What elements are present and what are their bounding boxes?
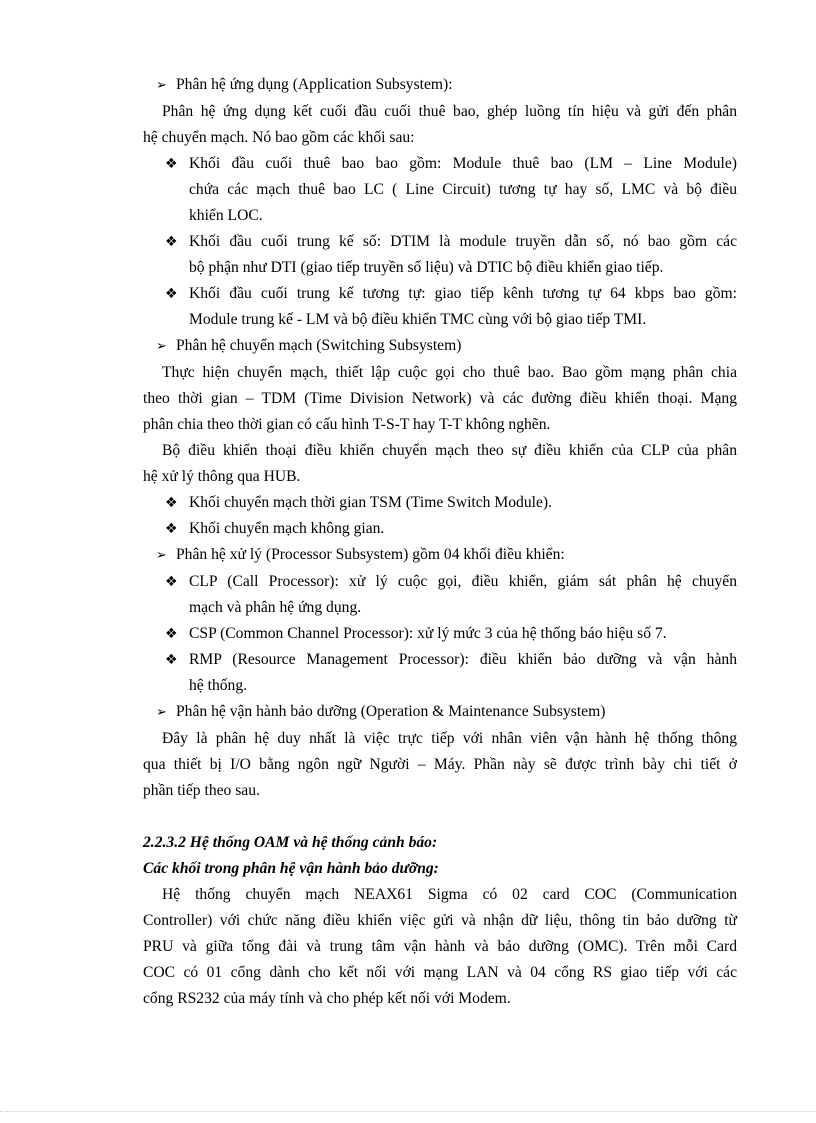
diamond-bullet-icon: ❖ [165, 626, 178, 642]
bullet-text: Khối đầu cuối trung kế tương tự: giao tiếp kênh tương tự 64 kbps bao gồm: [189, 285, 737, 302]
section-heading: 2.2.3.2 Hệ thống OAM và hệ thống cảnh báo: [143, 834, 438, 851]
arrow-bullet-icon: ➢ [156, 548, 167, 563]
paragraph-line: theo thời gian – TDM (Time Division Network) và các đường điều khiển thoại. Mạng [143, 390, 737, 407]
arrow-bullet-icon: ➢ [156, 705, 167, 720]
subsystem-heading [143, 699, 737, 726]
bullet-text: Khối đầu cuối thuê bao bao gồm: Module thuê bao (LM – Line Module) [189, 155, 737, 172]
paragraph [143, 882, 737, 1012]
bullet-first-line [143, 516, 737, 542]
paragraph [143, 438, 737, 490]
bullet-text: RMP (Resource Management Processor): điều khiển bảo dưỡng và vận hành [189, 651, 737, 668]
diamond-bullet-icon: ❖ [165, 574, 178, 590]
bullet-text: CSP (Common Channel Processor): xử lý mức 3 của hệ thống báo hiệu số 7. [189, 625, 667, 642]
paragraph [143, 99, 737, 151]
bullet-item [143, 516, 737, 542]
bullet-first-line [143, 647, 737, 673]
paragraph-line: Bộ điều khiển thoại điều khiển chuyển mạch theo sự điều khiển của CLP của phân [162, 442, 737, 459]
subsystem-heading [143, 72, 737, 99]
subsystem-heading-text: Phân hệ chuyển mạch (Switching Subsystem) [176, 337, 462, 354]
bullet-first-line [143, 621, 737, 647]
arrow-bullet-icon: ➢ [156, 339, 167, 354]
blank-line [143, 804, 737, 830]
subsystem-heading [143, 333, 737, 360]
diamond-bullet-icon: ❖ [165, 286, 178, 302]
bullet-text: Khối chuyển mạch thời gian TSM (Time Switch Module). [189, 494, 552, 511]
subsystem-heading-text: Phân hệ xử lý (Processor Subsystem) gồm 04 khối điều khiển: [176, 546, 565, 563]
diamond-bullet-icon: ❖ [165, 234, 178, 250]
paragraph-line: PRU và giữa tổng đài và trung tâm vận hành và bảo dưỡng (OMC). Trên mỗi Card [143, 938, 737, 955]
page-bottom-rule [0, 1111, 816, 1112]
bullet-item [143, 621, 737, 647]
bullet-item [143, 151, 737, 229]
paragraph [143, 360, 737, 438]
bullet-text: Khối chuyển mạch không gian. [189, 520, 385, 537]
paragraph-line: COC có 01 cổng dành cho kết nối với mạng LAN và 04 cổng RS giao tiếp với các [143, 964, 737, 981]
bullet-text: CLP (Call Processor): xử lý cuộc gọi, điều khiển, giám sát phân hệ chuyển [189, 573, 737, 590]
bullet-continuation-line: Module trung kế - LM và bộ điều khiển TMC cùng với bộ giao tiếp TMI. [189, 311, 647, 328]
paragraph-line: hệ chuyển mạch. Nó bao gồm các khối sau: [143, 129, 415, 146]
subsystem-heading-text: Phân hệ vận hành bảo dưỡng (Operation & Maintenance Subsystem) [176, 703, 606, 720]
paragraph-line: Controller) với chức năng điều khiển việc gửi và nhận dữ liệu, thông tin bảo dưỡng từ [143, 912, 737, 929]
bullet-first-line [143, 281, 737, 307]
section-heading: Các khối trong phân hệ vận hành bảo dưỡng: [143, 860, 439, 877]
bullet-first-line [143, 151, 737, 177]
paragraph-line: Đây là phân hệ duy nhất là việc trực tiếp với nhân viên vận hành hệ thống thông [162, 730, 737, 747]
subsystem-heading-text: Phân hệ ứng dụng (Application Subsystem): [176, 76, 453, 93]
bullet-continuation-line: bộ phận như DTI (giao tiếp truyền số liệu) và DTIC bộ điều khiển giao tiếp. [189, 259, 664, 276]
diamond-bullet-icon: ❖ [165, 652, 178, 668]
arrow-bullet-icon: ➢ [156, 78, 167, 93]
paragraph-line: Phân hệ ứng dụng kết cuối đầu cuối thuê bao, ghép luồng tín hiệu và gửi đến phân [162, 103, 737, 120]
paragraph-line: hệ xử lý thông qua HUB. [143, 468, 301, 485]
paragraph [143, 726, 737, 804]
bullet-continuation-line: khiển LOC. [189, 207, 263, 224]
subsystem-heading [143, 542, 737, 569]
bullet-continuation-line: mạch và phân hệ ứng dụng. [189, 599, 362, 616]
document-body [143, 72, 737, 1012]
bullet-item [143, 647, 737, 699]
paragraph-line: Hệ thống chuyển mạch NEAX61 Sigma có 02 card COC (Communication [162, 886, 737, 903]
bullet-first-line [143, 569, 737, 595]
paragraph-line: phần tiếp theo sau. [143, 782, 260, 799]
bullet-first-line [143, 229, 737, 255]
bullet-item [143, 281, 737, 333]
diamond-bullet-icon: ❖ [165, 521, 178, 537]
bullet-continuation-line: chứa các mạch thuê bao LC ( Line Circuit) tương tự hay số, LMC và bộ điều [189, 181, 737, 198]
paragraph-line: cổng RS232 của máy tính và cho phép kết nối với Modem. [143, 990, 511, 1007]
bullet-item [143, 569, 737, 621]
bullet-item [143, 229, 737, 281]
bullet-item [143, 490, 737, 516]
diamond-bullet-icon: ❖ [165, 495, 178, 511]
bullet-first-line [143, 490, 737, 516]
paragraph-line: qua thiết bị I/O bằng ngôn ngữ Người – Máy. Phần này sẽ được trình bày chi tiết ở [143, 756, 737, 773]
bullet-text: Khối đầu cuối trung kế số: DTIM là module truyền dẫn số, nó bao gồm các [189, 233, 737, 250]
bullet-continuation-line: hệ thống. [189, 677, 248, 694]
paragraph-line: phân chia theo thời gian có cấu hình T-S-T hay T-T không nghẽn. [143, 416, 551, 433]
diamond-bullet-icon: ❖ [165, 156, 178, 172]
paragraph-line: Thực hiện chuyển mạch, thiết lập cuộc gọi cho thuê bao. Bao gồm mạng phân chia [162, 364, 737, 381]
